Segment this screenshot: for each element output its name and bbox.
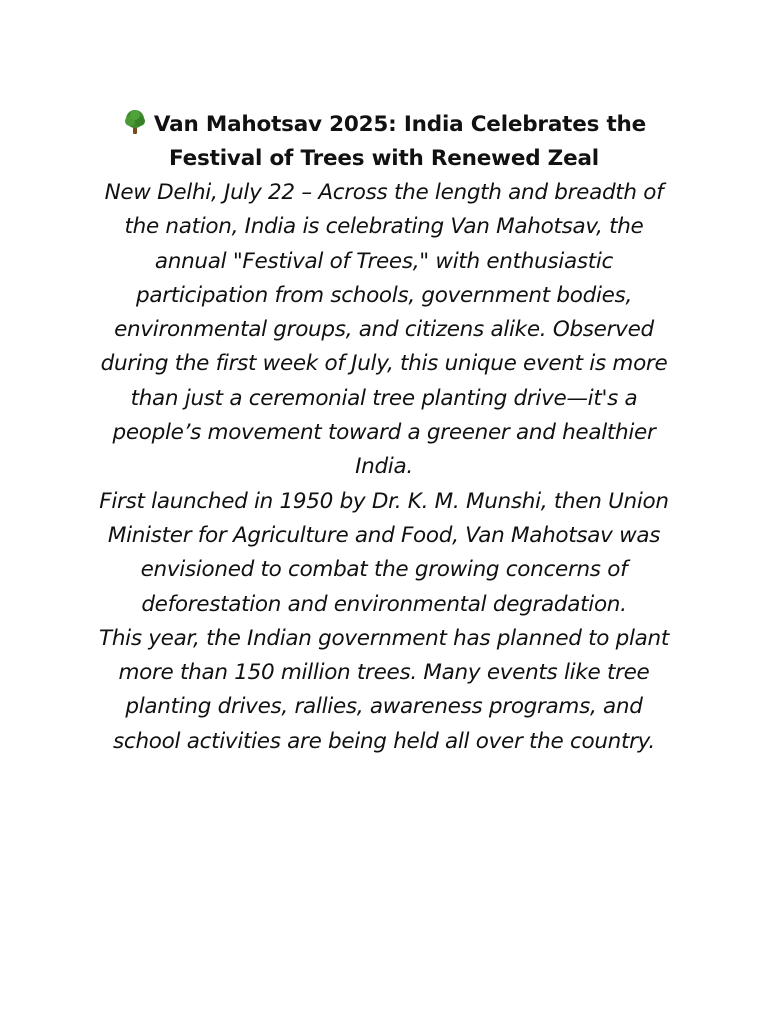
tree-icon: [122, 109, 148, 135]
article-title: Van Mahotsav 2025: India Celebrates the Festival of Trees with Renewed Zeal: [153, 112, 647, 171]
article-headline: [90, 108, 678, 176]
article: [90, 108, 678, 759]
article-paragraph-3: This year, the Indian government has planned to plant more than 150 million trees. Many events like tree planting drives, rallies, awareness programs, and school activities are being held all over the country.: [98, 625, 670, 754]
article-paragraph-2: First launched in 1950 by Dr. K. M. Munshi, then Union Minister for Agriculture and Food, Van Mahotsav was envisioned to combat the growing concerns of deforestation and environmental degradation.: [99, 488, 669, 617]
article-paragraph-1: New Delhi, July 22 – Across the length and breadth of the nation, India is celebrating Van Mahotsav, the annual "Festival of Trees," with enthusiastic participation from schools, government bodies, environmental groups, and citizens alike. Observed during the first week of July, this unique event is more than just a ceremonial tree planting drive—it's a people’s movement toward a greener and healthier India.: [100, 180, 668, 480]
